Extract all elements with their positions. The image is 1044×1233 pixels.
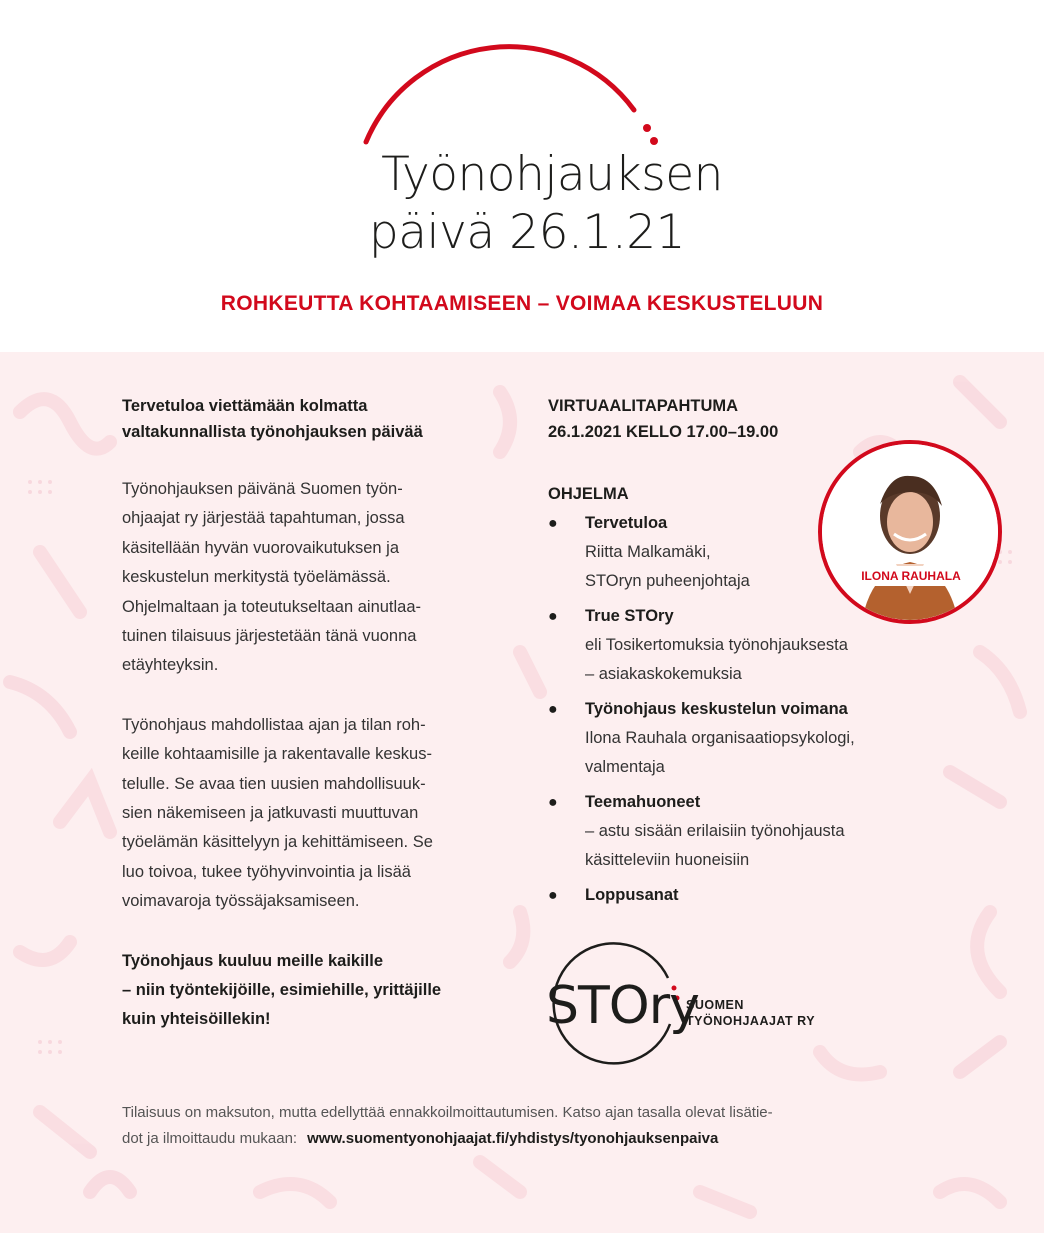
paragraph-line: käsitellään hyvän vuorovaikutuksen ja: [122, 538, 399, 557]
bullet-icon: ●: [548, 701, 558, 718]
paragraph-line: työelämän käsittelyyn ja kehittämiseen. Se: [122, 833, 433, 852]
program-item-detail: valmentaja: [585, 758, 665, 776]
program-item-title: Teemahuoneet: [585, 793, 701, 811]
paragraph-line: Ohjelmaltaan ja toteutukseltaan ainutlaa-: [122, 597, 422, 616]
header: [0, 0, 1044, 352]
intro-column: [122, 393, 512, 1034]
logo-name-line: TYÖNOHJAAJAT RY: [686, 1014, 816, 1028]
program-item-detail: Riitta Malkamäki,: [585, 543, 711, 561]
closing-line: kuin yhteisöillekin!: [122, 1009, 271, 1028]
intro-heading-line: Tervetuloa viettämään kolmatta: [122, 397, 368, 415]
registration-link[interactable]: www.suomentyonohjaajat.fi/yhdistys/tyonohjauksenpaiva: [307, 1130, 719, 1147]
closing-line: Työnohjaus kuuluu meille kaikille: [122, 951, 384, 970]
bullet-icon: ●: [548, 887, 558, 904]
paragraph-line: keskustelun merkitystä työelämässä.: [122, 568, 391, 587]
intro-paragraph-2: [122, 711, 512, 917]
program-heading: OHJELMA: [548, 485, 629, 503]
paragraph-line: keille kohtaamisille ja rakentavalle keskus-: [122, 745, 432, 764]
intro-paragraph-1: [122, 475, 512, 681]
event-time: 26.1.2021 KELLO 17.00–19.00: [548, 423, 779, 441]
paragraph-line: telulle. Se avaa tien uusien mahdollisuuk-: [122, 774, 426, 793]
paragraph-line: sien näkemiseen ja jatkuvasti muuttuvan: [122, 804, 419, 823]
bullet-icon: ●: [548, 515, 558, 532]
program-item: [548, 881, 928, 910]
logo-wordmark: STOry: [546, 976, 699, 1036]
closing-statement: [122, 947, 512, 1034]
speaker-photo: [822, 444, 998, 620]
program-item: [548, 788, 928, 875]
program-item-detail: käsitteleviin huoneisiin: [585, 851, 750, 869]
program-item-detail: STOryn puheenjohtaja: [585, 572, 750, 590]
footer-line: Tilaisuus on maksuton, mutta edellyttää ennakkoilmoittautumisen. Katso ajan tasalla olevat lisätie-: [122, 1104, 773, 1121]
program-item: [548, 695, 928, 782]
portrait-label: ILONA RAUHALA: [846, 566, 976, 586]
intro-heading: [122, 393, 512, 445]
arc-decoration: [0, 0, 1044, 150]
page-title: [0, 146, 1044, 262]
paragraph-line: etäyhteyksin.: [122, 656, 219, 675]
logo-name-line: SUOMEN: [686, 998, 744, 1012]
intro-heading-line: valtakunnallista työnohjauksen päivää: [122, 423, 423, 441]
title-line-1: Työnohjauksen: [381, 147, 723, 202]
event-type: VIRTUAALITAPAHTUMA: [548, 397, 739, 415]
title-line-2: päivä 26.1.21: [368, 205, 686, 260]
program-item-detail: Ilona Rauhala organisaatiopsykologi,: [585, 729, 855, 747]
program-item-title: Loppusanat: [585, 886, 679, 904]
program-item-title: Tervetuloa: [585, 514, 668, 532]
bullet-icon: ●: [548, 608, 558, 625]
paragraph-line: ohjaajat ry järjestää tapahtuman, jossa: [122, 509, 405, 528]
paragraph-line: tuinen tilaisuus järjestetään tänä vuonna: [122, 627, 417, 646]
footer-line: dot ja ilmoittaudu mukaan:: [122, 1130, 298, 1147]
paragraph-line: luo toivoa, tukee työhyvinvointia ja lisää: [122, 862, 411, 881]
logo-organization-name: [686, 997, 815, 1029]
program-item-detail: – asiakaskokemuksia: [585, 665, 742, 683]
paragraph-line: Työnohjauksen päivänä Suomen työn-: [122, 480, 403, 498]
program-item-title: True STOry: [585, 607, 674, 625]
program-item-detail: eli Tosikertomuksia työnohjauksesta: [585, 636, 848, 654]
program-item-detail: – astu sisään erilaisiin työnohjausta: [585, 822, 845, 840]
story-logo: [544, 938, 844, 1068]
program-item-title: Työnohjaus keskustelun voimana: [585, 700, 848, 718]
speaker-portrait: [818, 440, 1002, 624]
footer-note: [122, 1100, 922, 1152]
paragraph-line: voimavaroja työssäjaksamiseen.: [122, 892, 360, 911]
tagline: ROHKEUTTA KOHTAAMISEEN – VOIMAA KESKUSTELUUN: [220, 292, 824, 315]
paragraph-line: Työnohjaus mahdollistaa ajan ja tilan roh-: [122, 715, 426, 734]
bullet-icon: ●: [548, 794, 558, 811]
closing-line: – niin työntekijöille, esimiehille, yrittäjille: [122, 980, 442, 999]
